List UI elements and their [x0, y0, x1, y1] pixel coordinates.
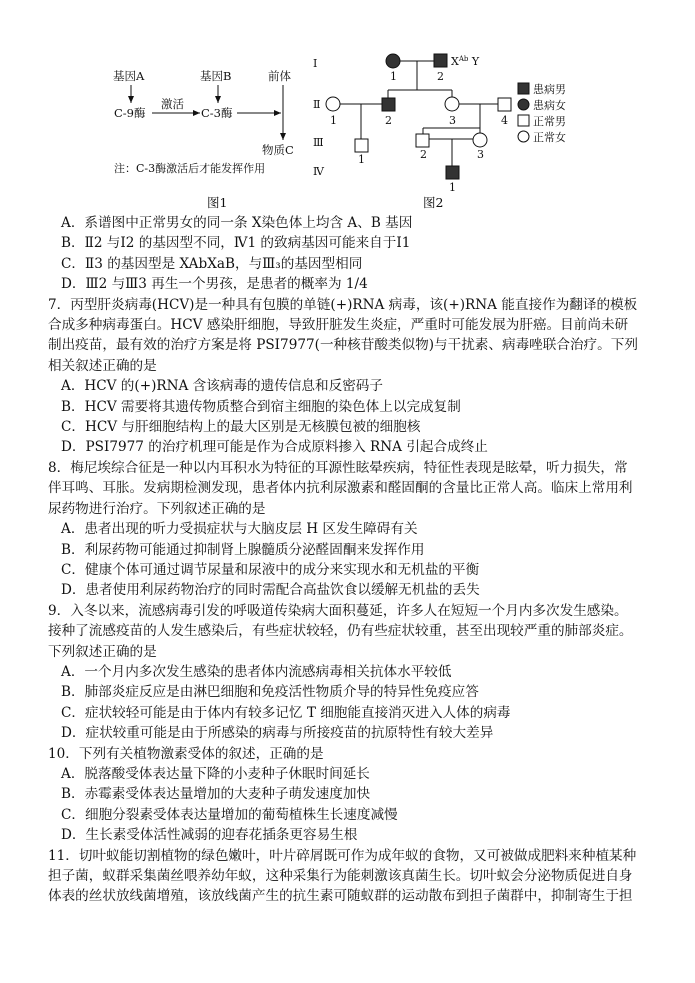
IV1-number: 1: [449, 181, 456, 194]
gen-III-label: Ⅲ: [313, 136, 324, 149]
q9-stem-line: 下列叙述正确的是: [48, 643, 157, 660]
q8-option-a: A．患者出现的听力受损症状与大脑皮层 H 区发生障碍有关: [61, 521, 418, 538]
q9-option-b: B．肺部炎症反应是由淋巴细胞和免疫活性物质介导的特异性免疫应答: [61, 684, 479, 701]
figure1-caption: 图1: [207, 195, 228, 210]
figure2-pedigree-chart: [313, 54, 566, 210]
III1-number: 1: [358, 153, 365, 166]
q9-stem-line: 9．入冬以来，流感病毒引发的呼吸道传染病大面积蔓延，许多人在短短一个月内多次发生感染。: [48, 602, 628, 619]
II1-number: 1: [330, 114, 337, 127]
q10-stem-line: 10．下列有关植物激素受体的叙述，正确的是: [48, 745, 324, 762]
substance-c-label: 物质C: [262, 143, 294, 157]
q6-option-d: D．Ⅲ2 与Ⅲ3 再生一个男孩，是患者的概率为 1/4: [61, 276, 368, 293]
I1-affected-female: [386, 54, 400, 68]
I2-genotype: $X^{Ab}$ Y: [451, 55, 480, 68]
q9-option-c: C．症状较轻可能是由于体内有较多记忆 T 细胞能直接消灭进入人体的病毒: [61, 704, 511, 721]
q7-stem-line: 制出疫苗，最有效的治疗方案是将 PSI7977(一种核苷酸类似物)与干扰素、病毒唑联合治疗。下列: [48, 337, 638, 354]
q10-option-b: B．赤霉素受体表达量增加的大麦种子萌发速度加快: [61, 786, 371, 803]
gen-IV-label: Ⅳ: [313, 165, 324, 178]
precursor-label: 前体: [268, 69, 291, 83]
gen-II-label: Ⅱ: [313, 98, 321, 111]
II2-affected-male: [382, 98, 395, 111]
II3-normal-female: [445, 97, 459, 111]
I2-number: 2: [437, 70, 444, 83]
q9-option-a: A．一个月内多次发生感染的患者体内流感病毒相关抗体水平较低: [61, 663, 452, 680]
q7-option-d: D．PSI7977 的治疗机理可能是作为合成原料掺入 RNA 引起合成终止: [61, 439, 488, 456]
III2-normal-male: [416, 134, 429, 147]
c3-enzyme-label: C-3酶: [201, 106, 233, 120]
question-content: [48, 213, 660, 907]
q10-option-a: A．脱落酸受体表达量下降的小麦种子休眠时间延长: [61, 765, 370, 782]
legend-affected-female: 患病女: [533, 99, 566, 112]
III3-number: 3: [477, 148, 484, 161]
III3-normal-female: [473, 133, 487, 147]
pedigree-legend: [518, 82, 566, 144]
q11-stem-line: 11．切叶蚁能切割植物的绿色嫩叶，叶片碎屑既可作为成年蚁的食物，又可被做成肥料来种植某种: [48, 847, 637, 864]
II4-number: 4: [501, 114, 508, 127]
q7-option-b: B．HCV 需要将其遗传物质整合到宿主细胞的染色体上以完成复制: [61, 398, 461, 415]
I2-affected-male: [434, 54, 447, 67]
q8-option-c: C．健康个体可通过调节尿量和尿液中的成分来实现水和无机盐的平衡: [61, 561, 480, 578]
II1-normal-female: [326, 97, 340, 111]
gene-b-label: 基因B: [200, 69, 232, 83]
q10-option-d: D．生长素受体活性减弱的迎春花插条更容易生根: [61, 827, 358, 844]
q6-option-c: C．Ⅱ3 的基因型是 XAbXaB，与Ⅲ₃的基因型相同: [61, 255, 363, 272]
q7-stem-line: 相关叙述正确的是: [48, 357, 157, 374]
gene-a-label: 基因A: [113, 69, 145, 83]
q9-stem-line: 接种了流感疫苗的人发生感染后，有些症状较轻，仍有些症状较重，甚至出现较严重的肺部炎症。: [48, 623, 633, 640]
q8-option-d: D．患者使用利尿药物治疗的同时需配合高盐饮食以缓解无机盐的丢失: [61, 582, 480, 599]
gen-I-label: Ⅰ: [313, 57, 318, 70]
III1-normal-male: [355, 139, 368, 152]
q8-option-b: B．利尿药物可能通过抑制肾上腺髓质分泌醛固酮来发挥作用: [61, 541, 425, 558]
activate-label: 激活: [161, 97, 184, 111]
legend-normal-male: 正常男: [533, 115, 566, 128]
figures-area: [0, 0, 695, 215]
q8-stem-line: 尿药物进行治疗。下列叙述正确的是: [48, 500, 266, 517]
q6-option-b: B．Ⅱ2 与Ⅰ2 的基因型不同，Ⅳ1 的致病基因可能来自于Ⅰ1: [61, 235, 411, 252]
legend-normal-female: 正常女: [533, 131, 566, 144]
q11-stem-line: 体表的丝状放线菌增殖，该放线菌产生的抗生素可随蚁群的运动散布到担子菌群中，抑制寄生于担: [48, 888, 633, 905]
q11-stem-line: 担子菌，蚁群采集菌丝喂养幼年蚁，这种采集行为能刺激该真菌生长。切叶蚁会分泌物质促进自身: [48, 868, 633, 884]
q9-option-d: D．症状较重可能是由于所感染的病毒与所接疫苗的抗原特性有较大差异: [61, 725, 494, 742]
I1-number: 1: [390, 70, 397, 83]
q7-option-c: C．HCV 与肝细胞结构上的最大区别是无核膜包被的细胞核: [61, 419, 421, 436]
II2-number: 2: [385, 114, 392, 127]
q7-stem-line: 7．丙型肝炎病毒(HCV)是一种具有包膜的单链(+)RNA 病毒，该(+)RNA 能直接作为翻译的模板: [48, 296, 638, 313]
q7-stem-line: 合成多种病毒蛋白。HCV 感染肝细胞，导致肝脏发生炎症，严重时可能发展为肝癌。目前尚未研: [48, 317, 629, 334]
figure2-caption: 图2: [423, 195, 444, 210]
legend-affected-male: 患病男: [533, 83, 566, 96]
q10-option-c: C．细胞分裂素受体表达量增加的葡萄植株生长速度减慢: [61, 806, 398, 823]
II3-number: 3: [449, 114, 456, 127]
III2-number: 2: [420, 148, 427, 161]
q8-stem-line: 伴耳鸣、耳胀。发病期检测发现，患者体内抗利尿激素和醛固酮的含量比正常人高。临床上常用利: [48, 480, 633, 497]
figure1-pathway-diagram: [113, 69, 294, 210]
IV1-affected-male: [446, 166, 459, 179]
q6-option-a: A．系谱图中正常男女的同一条 X染色体上均含 A、B 基因: [61, 215, 413, 231]
q7-option-a: A．HCV 的(+)RNA 含该病毒的遗传信息和反密码子: [61, 378, 383, 395]
q8-stem-line: 8．梅尼埃综合征是一种以内耳积水为特征的耳源性眩晕疾病，特征性表现是眩晕，听力损失，常: [48, 459, 628, 476]
figure1-note: 注：C-3酶激活后才能发挥作用: [114, 162, 266, 175]
c9-enzyme-label: C-9酶: [114, 106, 146, 120]
II4-normal-male: [498, 98, 511, 111]
